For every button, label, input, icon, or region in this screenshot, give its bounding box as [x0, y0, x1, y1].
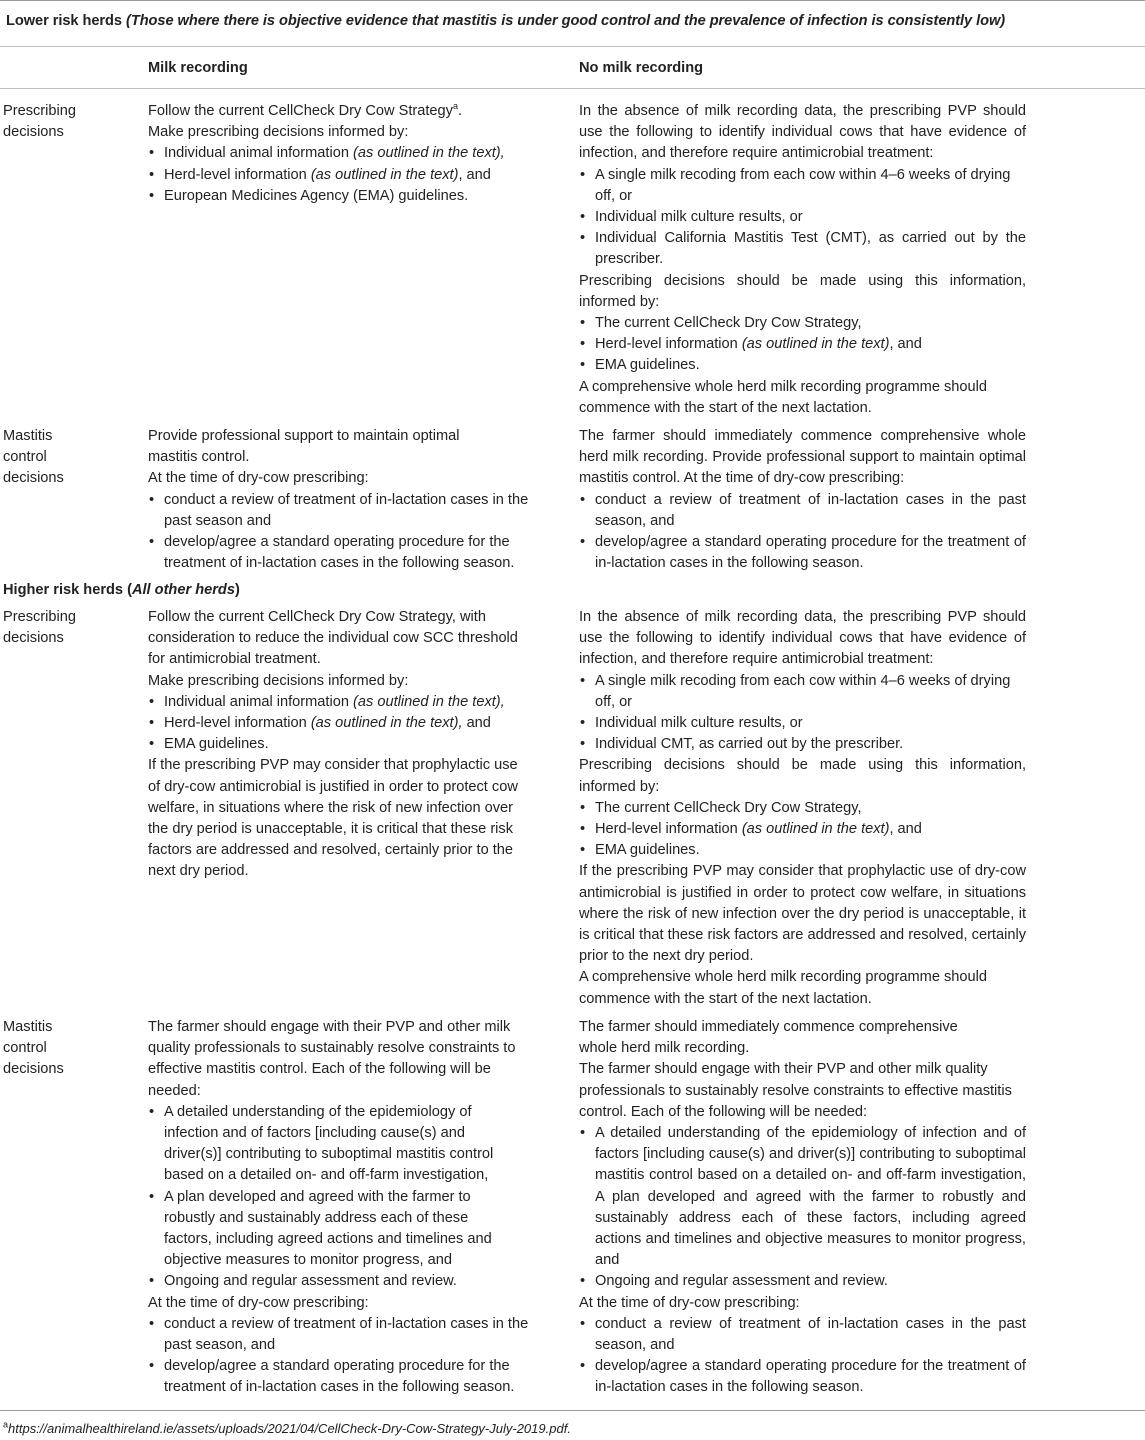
list-item: • A detailed understanding of the epidemiology of infection and of factors [including cause(s) and driver(s)] contributing to suboptimal mastitis control based on a detailed on- and off-farm investigation, A plan developed and agreed with the farmer to robustly and sustainably address each of these factors, including agreed actions and timelines and objective measures to monitor progress, and: [579, 1123, 1026, 1271]
list-item: • Herd-level information (as outlined in the text), and: [148, 165, 533, 186]
cell-text: Prescribing decisions should be made using this information, informed by:: [579, 757, 1026, 795]
row-label-mastitis-lower: Mastitis control decisions: [3, 428, 64, 487]
list-item: • conduct a review of treatment of in-lactation cases in the past season, and: [579, 490, 1026, 532]
cell-text: At the time of dry-cow prescribing:: [579, 1294, 800, 1311]
cell-text: In the absence of milk recording data, the prescribing PVP should use the following to identify individual cows that have evidence of infection, and therefore require antimicrobial treatment:: [579, 609, 1026, 668]
lower-prescribing-milk-cell: [148, 101, 533, 207]
cell-text: If the prescribing PVP may consider that prophylactic use of dry-cow antimicrobial is justified in order to protect cow welfare, in situations where the risk of new infection over the dry period is unacceptable, it is critical that these risk factors are addressed and resolved, certainly prior to the next dry period.: [148, 757, 518, 880]
list-item: • Individual animal information (as outlined in the text),: [148, 143, 533, 164]
cell-text: The farmer should engage with their PVP and other milk quality professionals to sustainably resolve constraints to effective mastitis control. Each of the following will be needed:: [579, 1061, 1012, 1120]
bullet-list: [148, 490, 533, 575]
bullet-list: [148, 1314, 533, 1399]
cell-text: The farmer should immediately commence comprehensive whole herd milk recording. Provide professional support to maintain optimal mastitis control. At the time of dry-cow prescribing:: [579, 428, 1026, 487]
bullet-list: [579, 798, 1026, 862]
divider: [0, 88, 1145, 89]
higher-prescribing-no-milk-cell: [579, 607, 1026, 1010]
list-item: • Herd-level information (as outlined in the text), and: [148, 713, 533, 734]
lower-risk-banner: [6, 11, 1141, 32]
cell-text: Follow the current CellCheck Dry Cow Strategy, with consideration to reduce the individual cow SCC threshold for antimicrobial treatment.: [148, 609, 518, 668]
list-item: • Individual California Mastitis Test (CMT), as carried out by the prescriber.: [579, 228, 1026, 270]
higher-mastitis-milk-cell: [148, 1017, 533, 1399]
list-item: • Ongoing and regular assessment and review.: [579, 1271, 1026, 1292]
list-item: • conduct a review of treatment of in-lactation cases in the past season and: [148, 490, 533, 532]
cell-text: Make prescribing decisions informed by:: [148, 672, 409, 689]
divider: [0, 46, 1145, 47]
list-item: • Individual animal information (as outlined in the text),: [148, 692, 533, 713]
footnote-link[interactable]: https://animalhealthireland.ie/assets/uploads/2021/04/CellCheck-Dry-Cow-Strategy-July-2019.pdf: [8, 1421, 568, 1436]
list-item: • conduct a review of treatment of in-lactation cases in the past season, and: [579, 1314, 1026, 1356]
higher-risk-banner: Higher risk herds (All other herds): [3, 582, 240, 598]
list-item: • Individual CMT, as carried out by the prescriber.: [579, 734, 1026, 755]
lower-risk-subtitle: (Those where there is objective evidence that mastitis is under good control and the prevalence of infection is consistently low): [126, 13, 1006, 29]
bullet-list: [579, 165, 1026, 271]
list-item: • European Medicines Agency (EMA) guidelines.: [148, 186, 533, 207]
list-item: • A detailed understanding of the epidemiology of infection and of factors [including cause(s) and driver(s)] contributing to suboptimal mastitis control based on a detailed on- and off-farm investigation,: [148, 1102, 509, 1187]
lower-mastitis-milk-cell: [148, 426, 533, 574]
cell-text: At the time of dry-cow prescribing:: [148, 1294, 369, 1311]
table-bottom-rule: [0, 1410, 1145, 1411]
cell-text: In the absence of milk recording data, the prescribing PVP should use the following to identify individual cows that have evidence of infection, and therefore require antimicrobial treatment:: [579, 103, 1026, 162]
lower-mastitis-no-milk-cell: [579, 426, 1026, 574]
row-label-prescribing-lower: Prescribing decisions: [3, 103, 76, 141]
list-item: • A single milk recoding from each cow within 4–6 weeks of drying off, or: [579, 671, 1026, 713]
bullet-list: [148, 1102, 533, 1293]
cell-text: A comprehensive whole herd milk recording programme should commence with the start of the next lactation.: [579, 378, 988, 416]
list-item: • develop/agree a standard operating procedure for the treatment of in-lactation cases in the following season.: [148, 532, 533, 574]
row-label-prescribing-higher: Prescribing decisions: [3, 609, 76, 647]
list-item: • EMA guidelines.: [148, 734, 533, 755]
column-header-milk-recording: Milk recording: [148, 60, 248, 76]
list-item: • develop/agree a standard operating procedure for the treatment of in-lactation cases in the following season.: [148, 1356, 533, 1398]
cell-text: The farmer should engage with their PVP and other milk quality professionals to sustainably resolve constraints to effective mastitis control. Each of the following will be needed:: [148, 1019, 516, 1099]
list-item: • develop/agree a standard operating procedure for the treatment of in-lactation cases in the following season.: [579, 532, 1026, 574]
list-item: • EMA guidelines.: [579, 355, 1026, 376]
lower-prescribing-no-milk-cell: [579, 101, 1026, 419]
cell-text: The farmer should immediately commence comprehensive whole herd milk recording.: [579, 1019, 958, 1057]
bullet-list: [579, 313, 1026, 377]
cell-text: A comprehensive whole herd milk recording programme should commence with the start of the next lactation.: [579, 969, 988, 1007]
list-item: • conduct a review of treatment of in-lactation cases in the past season, and: [148, 1314, 533, 1356]
list-item: • Individual milk culture results, or: [579, 207, 1026, 228]
list-item: • Individual milk culture results, or: [579, 713, 1026, 734]
higher-prescribing-milk-cell: [148, 607, 533, 883]
cell-text: Follow the current CellCheck Dry Cow Strategy$^a$.: [148, 101, 463, 119]
list-item: • The current CellCheck Dry Cow Strategy,: [579, 798, 1026, 819]
cell-text: Prescribing decisions should be made using this information, informed by:: [579, 272, 1026, 310]
list-item: • Herd-level information (as outlined in the text), and: [579, 334, 1026, 355]
bullet-list: [148, 692, 533, 756]
cell-text: Provide professional support to maintain optimal mastitis control.: [148, 428, 460, 466]
list-item: • A plan developed and agreed with the farmer to robustly and sustainably address each of these factors, including agreed actions and timelines and objective measures to monitor progress, and: [148, 1187, 509, 1272]
bullet-list: [579, 490, 1026, 575]
cell-text: If the prescribing PVP may consider that prophylactic use of dry-cow antimicrobial is justified in order to protect cow welfare, in situations where the risk of new infection over the dry period is unacceptable, it is critical that these risk factors are addressed and resolved, certainly prior to the next dry period.: [579, 863, 1026, 965]
bullet-list: [148, 143, 533, 207]
list-item: • A single milk recoding from each cow within 4–6 weeks of drying off, or: [579, 165, 1026, 207]
list-item: • EMA guidelines.: [579, 840, 1026, 861]
bullet-list: [579, 1123, 1026, 1293]
row-label-mastitis-higher: Mastitis control decisions: [3, 1019, 64, 1078]
list-item: • develop/agree a standard operating procedure for the treatment of in-lactation cases in the following season.: [579, 1356, 1026, 1398]
column-header-no-milk-recording: No milk recording: [579, 60, 704, 76]
cell-text: Make prescribing decisions informed by:: [148, 124, 409, 141]
list-item: • The current CellCheck Dry Cow Strategy,: [579, 313, 1026, 334]
footnote: $^a$https://animalhealthireland.ie/assets/uploads/2021/04/CellCheck-Dry-Cow-Strategy-July-2019.pdf.: [3, 1419, 571, 1436]
list-item: • Herd-level information (as outlined in the text), and: [579, 819, 1026, 840]
table-top-rule: [0, 0, 1145, 1]
bullet-list: [579, 1314, 1026, 1399]
list-item: • Ongoing and regular assessment and review.: [148, 1271, 533, 1292]
bullet-list: [579, 671, 1026, 756]
lower-risk-title: Lower risk herds: [6, 13, 122, 29]
higher-mastitis-no-milk-cell: [579, 1017, 1026, 1399]
cell-text: At the time of dry-cow prescribing:: [148, 470, 369, 487]
